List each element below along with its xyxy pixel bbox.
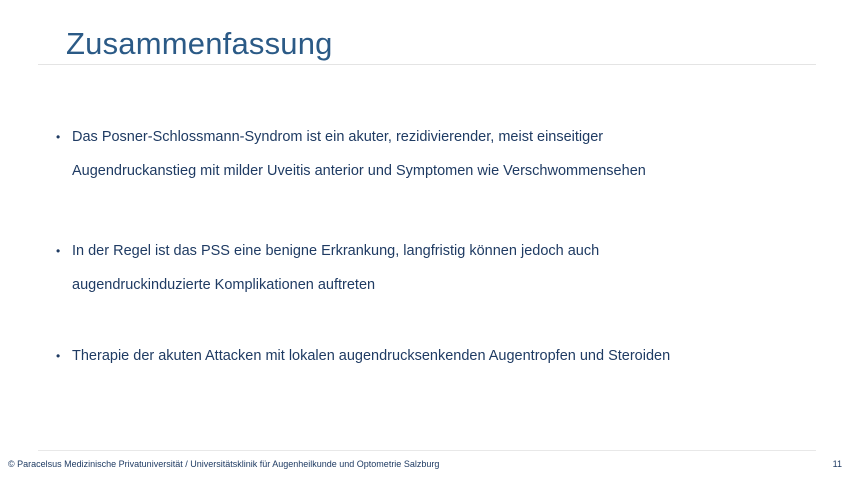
page-number: 11 [832,459,842,469]
slide-title: Zusammenfassung [66,26,333,61]
bullet-line: In der Regel ist das PSS eine benigne Erkrankung, langfristig können jedoch auch [72,243,600,259]
footer-divider [38,450,816,451]
bullet-item [56,120,826,188]
title-divider [38,64,816,65]
bullet-marker-icon: • [56,244,61,258]
bullet-line: Augendruckanstieg mit milder Uveitis anterior und Symptomen wie Verschwommensehen [72,163,646,179]
bullet-marker-icon: • [56,349,61,363]
bullet-line: augendruckinduzierte Komplikationen auftreten [72,277,376,293]
footer-copyright: © Paracelsus Medizinische Privatuniversität / Universitätsklinik für Augenheilkunde und Optometrie Salzburg [8,459,440,469]
bullet-item [56,234,826,302]
bullet-line: Das Posner-Schlossmann-Syndrom ist ein akuter, rezidivierender, meist einseitiger [72,129,604,145]
bullet-line: Therapie der akuten Attacken mit lokalen augendrucksenkenden Augentropfen und Steroiden [72,348,671,364]
bullet-item [56,339,826,373]
bullet-marker-icon: • [56,130,61,144]
